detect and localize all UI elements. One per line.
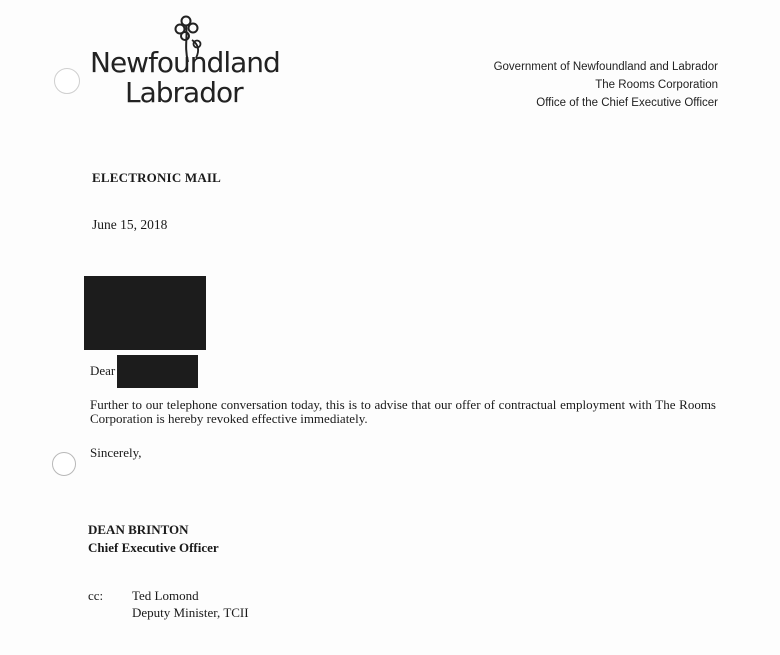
letterhead-line2: The Rooms Corporation [595,79,718,91]
signatory-title: Chief Executive Officer [88,540,219,555]
closing: Sincerely, [90,445,142,460]
letter-date: June 15, 2018 [92,217,168,232]
cc-title: Deputy Minister, TCII [132,605,249,620]
cc-label: cc: [88,588,104,603]
letter-body: Further to our telephone conversation today, this is to advise that our offer of contractual employment with The Rooms Corporation is hereby revoked effective immediately. [90,397,716,426]
letterhead-line1: Government of Newfoundland and Labrador [493,61,718,73]
logo-text-line2: Labrador [125,76,243,109]
letterhead-line3: Office of the Chief Executive Officer [536,97,718,109]
cc-name: Ted Lomond [132,588,199,603]
signatory-name: DEAN BRINTON [88,522,189,537]
redacted-recipient-name [117,355,198,388]
punch-hole-middle [52,452,76,476]
salutation: Dear [90,363,116,378]
government-logo [90,14,290,114]
punch-hole-top [54,68,80,94]
letterhead-address [494,58,718,112]
redacted-recipient-address [84,276,206,350]
logo-text-line1: Newfoundland [90,46,280,79]
delivery-method: ELECTRONIC MAIL [92,170,222,185]
